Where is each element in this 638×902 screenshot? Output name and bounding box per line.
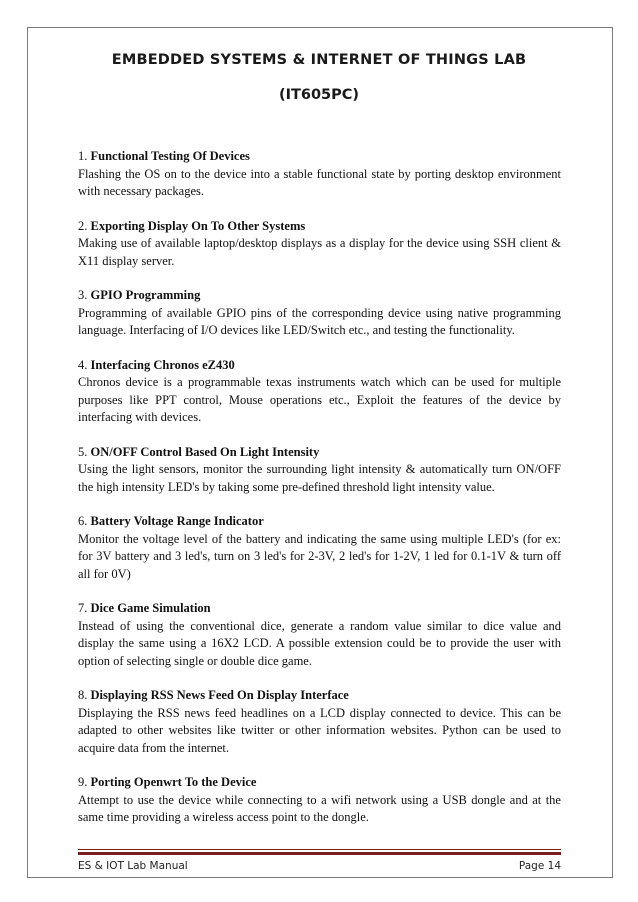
footer-divider-thin [78, 849, 561, 850]
item-description: Flashing the OS on to the device into a stable functional state by porting desktop environment with necessary packages. [78, 166, 561, 198]
item-title: Battery Voltage Range Indicator [90, 514, 264, 528]
list-item [78, 218, 561, 271]
list-item [78, 148, 561, 201]
item-heading [78, 148, 561, 166]
list-item [78, 687, 561, 757]
list-item [78, 444, 561, 497]
item-heading [78, 357, 561, 375]
item-heading [78, 687, 561, 705]
item-number: 6. [78, 514, 88, 528]
item-title: Interfacing Chronos eZ430 [90, 357, 235, 372]
item-number: 9. [78, 775, 88, 789]
page-number: Page 14 [518, 860, 561, 872]
list-item [78, 357, 561, 427]
item-title: ON/OFF Control Based On Light Intensity [90, 444, 320, 459]
item-heading [78, 513, 561, 531]
item-number: 1. [78, 149, 88, 163]
item-number: 7. [78, 601, 88, 615]
list-item [78, 513, 561, 583]
list-item [78, 287, 561, 340]
experiment-list [78, 148, 561, 844]
item-number: 2. [78, 218, 88, 233]
item-title: GPIO Programming [90, 288, 201, 302]
item-heading [78, 287, 561, 305]
item-description: Using the light sensors, monitor the surrounding light intensity & automatically turn ON/OFF the high intensity LED's by taking some pre-defined threshold light intensity value. [78, 462, 561, 494]
item-description: Attempt to use the device while connecting to a wifi network using a USB dongle and at the same time providing a wireless access point to the dongle. [78, 792, 561, 824]
list-item [78, 774, 561, 827]
item-description: Making use of available laptop/desktop displays as a display for the device using SSH client & X11 display server. [78, 236, 561, 268]
item-description: Programming of available GPIO pins of the corresponding device using native programming language. Interfacing of I/O devices like LED/Switch etc., and testing the functionality. [78, 305, 561, 337]
item-number: 3. [78, 288, 88, 302]
item-title: Dice Game Simulation [90, 601, 211, 615]
document-title: EMBEDDED SYSTEMS & INTERNET OF THINGS LAB [111, 52, 527, 68]
list-item [78, 600, 561, 670]
item-heading [78, 774, 561, 792]
item-title: Functional Testing Of Devices [90, 149, 250, 163]
item-number: 8. [78, 688, 88, 702]
item-title: Displaying RSS News Feed On Display Interface [90, 688, 349, 702]
item-title: Exporting Display On To Other Systems [90, 218, 306, 233]
item-number: 5. [78, 444, 88, 459]
item-description: Chronos device is a programmable texas instruments watch which can be used for multiple purposes like PPT control, Mouse operations etc., Exploit the features of the device by interfacing with devices. [78, 375, 561, 424]
item-description: Instead of using the conventional dice, generate a random value similar to dice value and display the same using a 16X2 LCD. A possible extension could be to provide the user with option of selecting single or double dice game. [78, 618, 561, 668]
item-heading [78, 444, 561, 462]
footer-divider-thick [78, 852, 561, 855]
item-heading [78, 600, 561, 618]
item-number: 4. [78, 357, 88, 372]
item-heading [78, 218, 561, 236]
item-description: Monitor the voltage level of the battery and indicating the same using multiple LED's (for ex: for 3V battery and 3 led's, turn on 3 led's for 2-3V, 2 led's for 1-2V, 1 led for 0.1-1V & turn off all for 0V) [78, 531, 561, 581]
course-code: (IT605PC) [278, 87, 360, 103]
footer-manual-name: ES & IOT Lab Manual [78, 860, 188, 872]
item-title: Porting Openwrt To the Device [90, 775, 257, 789]
item-description: Displaying the RSS news feed headlines on a LCD display connected to device. This can be adapted to other websites like twitter or other information websites. Python can be used to acquire data from the internet. [78, 705, 561, 755]
